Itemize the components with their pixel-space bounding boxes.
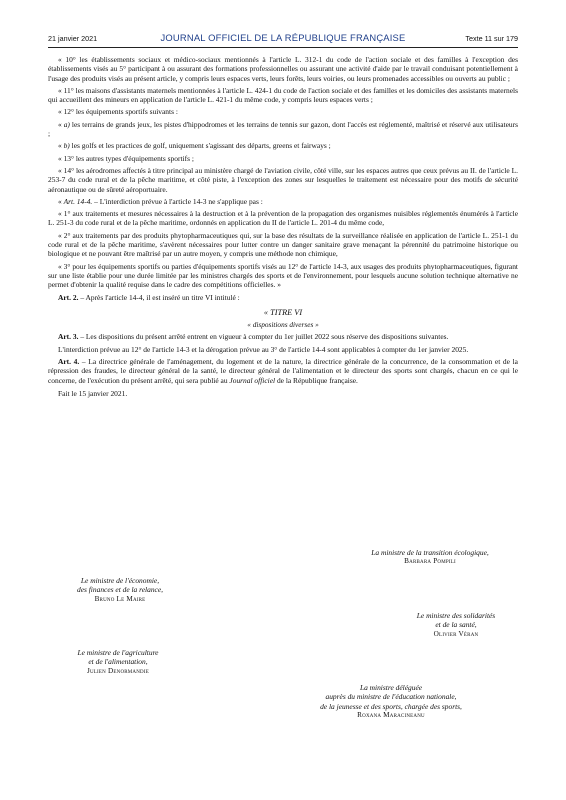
header-texte-number: Texte 11 sur 179 [465, 34, 518, 43]
document-body [48, 55, 518, 401]
page-header [48, 32, 518, 46]
dispositions-heading: « dispositions diverses » [247, 320, 319, 330]
paragraph-12b: « b) les golfs et les practices de golf, uniquement s'agissant des départs, greens et fairways ; [58, 141, 331, 151]
paragraph-11: « 11° les maisons d'assistants maternels mentionnées à l'article L. 424-1 du code de l'action sociale et des familles et les domiciles des assistants maternels qui accueillent des mineurs en application de l'article L. 421-1 du même code, y compris leurs espaces verts ; [48, 85, 518, 105]
article-2: Art. 2. – Après l'article 14-4, il est inséré un titre VI intitulé : [58, 292, 240, 302]
signature-transition-ecologique: La ministre de la transition écologique, Barbara Pompili [371, 548, 489, 566]
paragraph-12a: « a) les terrains de grands jeux, les pistes d'hippodromes et les terrains de tennis sur gazon, dont l'accès est réglementé, maîtrisé et réservé aux utilisateurs ; [48, 119, 519, 139]
journal-title: JOURNAL OFFICIEL DE LA RÉPUBLIQUE FRANÇAISE [160, 32, 406, 43]
paragraph-10: « 10° les établissements sociaux et médico-sociaux mentionnés à l'article L. 312-1 du code de l'action sociale et des familles à l'exception des établissements visés au 5° participant à ou assurant des formations professionnelles ou assurant une activité d'aide par le travail conduisant potentiellement à l'usage des produits visés au présent article, y compris leurs espaces verts, leurs forêts, leurs voiries, ou leurs promenades accessibles ou ouverts au public ; [48, 55, 518, 83]
signature-sports: La ministre déléguée auprès du ministre de l'éducation nationale, de la jeunesse et des sports, chargée des sports, Roxana Maracineanu [320, 683, 462, 720]
paragraph-13: « 13° les autres types d'équipements sportifs ; [58, 153, 194, 163]
header-rule [48, 47, 518, 48]
exception-1: « 1° aux traitements et mesures nécessaires à la destruction et à la prévention de la propagation des organismes nuisibles réglementés énumérés à l'article L. 251-3 du code rural et de la pêche maritime, ordonnés en application du II de l'article L. 201-4 du même code, [48, 209, 518, 228]
date-signature: Fait le 15 janvier 2021. [58, 388, 128, 398]
article-14-4: « Art. 14-4. – L'interdiction prévue à l'article 14-3 ne s'applique pas : [58, 196, 263, 206]
paragraph-14: « 14° les aérodromes affectés à titre principal au ministère chargé de l'aviation civile, côté ville, sur les espaces autres que ceux prévus au II. de l'article L. 253-7 du code rural et de la pêche maritime, et côté piste, à l'exception des zones sur lesquelles le traitement est nécessaire pour des motifs de sécurité aéronautique ou de sûreté aéroportuaire. [48, 165, 518, 194]
exception-3: « 3° pour les équipements sportifs ou parties d'équipements sportifs visés au 12° de l'article 14-3, aux usages des produits phytopharmaceutiques, figurant sur une liste établie pour une durée limitée par les ministres chargés des sports et de l'environnement, pour lesquels aucune solution technique alternative ne permet d'obtenir la qualité requise dans le cadre des compétitions officielles. » [48, 261, 518, 290]
signature-solidarites-sante: Le ministre des solidarités et de la santé, Olivier Véran [416, 611, 496, 638]
article-3: Art. 3. – Les dispositions du présent arrêté entrent en vigueur à compter du 1er juillet 2022 sous réserve des dispositions suivantes. [58, 332, 449, 342]
exception-2: « 2° aux traitements par des produits phytopharmaceutiques qui, sur la base des résultats de la surveillance réalisée en application de l'article L. 251-1 du code rural et de la pêche maritime, s'avèrent nécessaires pour lutter contre un danger sanitaire grave menaçant la pérennité du patrimoine historique ou biologique et ne pouvant être maîtrisé par un autre moyen, y compris une méthode non chimique, [48, 230, 518, 259]
signature-economie: Le ministre de l'économie, des finances et de la relance, Bruno Le Maire [76, 576, 164, 603]
header-date: 21 janvier 2021 [48, 34, 98, 43]
paragraph-12: « 12° les équipements sportifs suivants : [58, 107, 178, 117]
titre-vi-heading: « TITRE VI [263, 307, 303, 317]
signature-agriculture: Le ministre de l'agriculture et de l'alimentation, Julien Denormandie [77, 648, 159, 675]
article-4: Art. 4. – La directrice générale de l'aménagement, du logement et de la nature, la directrice générale de la concurrence, de la consommation et de la répression des fraudes, le directeur général de la santé, le directeur général de l'alimentation et le directeur des sports sont chargés, chacun en ce qui le concerne, de l'exécution du présent arrêté, qui sera publié au Journal officiel de la République française. [48, 357, 518, 385]
article-3-second-paragraph: L'interdiction prévue au 12° de l'article 14-3 et la dérogation prévue au 3° de l'article 14-4 sont applicables à compter du 1er janvier 2025. [58, 344, 469, 354]
